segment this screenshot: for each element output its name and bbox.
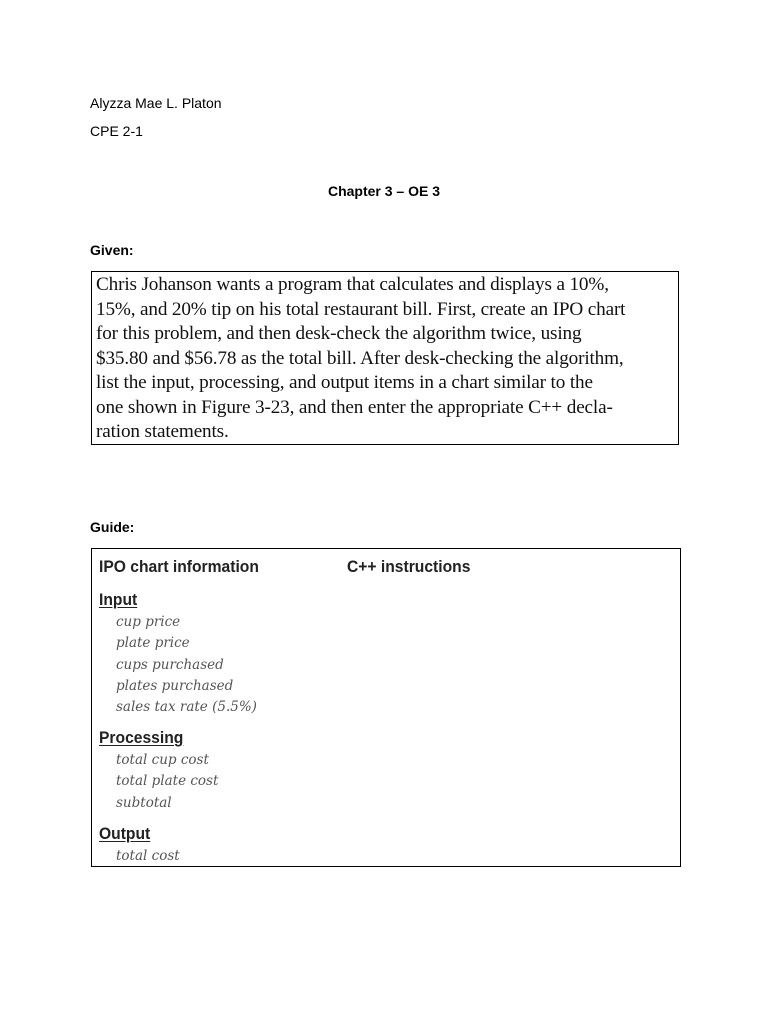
input-item: plate price — [116, 635, 190, 652]
given-line: one shown in Figure 3-23, and then enter the appropriate C++ decla- — [96, 396, 613, 418]
ipo-chart-box — [91, 548, 681, 867]
input-items-list — [116, 612, 257, 718]
given-line: $35.80 and $56.78 as the total bill. After desk-checking the algorithm, — [96, 347, 624, 369]
given-line: 15%, and 20% tip on his total restaurant bill. First, create an IPO chart — [96, 298, 626, 320]
processing-item: subtotal — [116, 794, 172, 811]
ipo-chart-information-header: IPO chart information — [99, 557, 259, 576]
output-item: total cost — [116, 848, 180, 864]
cpp-instructions-header: C++ instructions — [347, 557, 471, 576]
given-line: list the input, processing, and output items in a chart similar to the — [96, 372, 593, 393]
given-problem-text — [96, 273, 678, 445]
input-item: cup price — [116, 614, 181, 630]
author-name: Alyzza Mae L. Platon — [90, 95, 222, 111]
given-line: ration statements. — [96, 421, 229, 442]
processing-section-title: Processing — [99, 728, 184, 747]
class-section: CPE 2-1 — [90, 123, 143, 139]
output-items-list — [116, 846, 180, 867]
given-line: Chris Johanson wants a program that calculates and displays a 10%, — [96, 274, 609, 295]
input-item: sales tax rate (5.5%) — [116, 699, 257, 716]
input-item: cups purchased — [116, 656, 224, 673]
guide-label: Guide: — [90, 519, 135, 535]
given-line: for this problem, and then desk-check the algorithm twice, using — [96, 323, 582, 344]
processing-items-list — [116, 750, 218, 814]
given-problem-box — [91, 271, 679, 445]
processing-item: total plate cost — [116, 773, 219, 790]
processing-item: total cup cost — [116, 752, 209, 768]
input-item: plates purchased — [116, 677, 234, 694]
input-section-title: Input — [99, 590, 138, 609]
page-title: Chapter 3 – OE 3 — [327, 183, 441, 199]
given-label: Given: — [90, 242, 134, 258]
output-section-title: Output — [99, 824, 151, 843]
